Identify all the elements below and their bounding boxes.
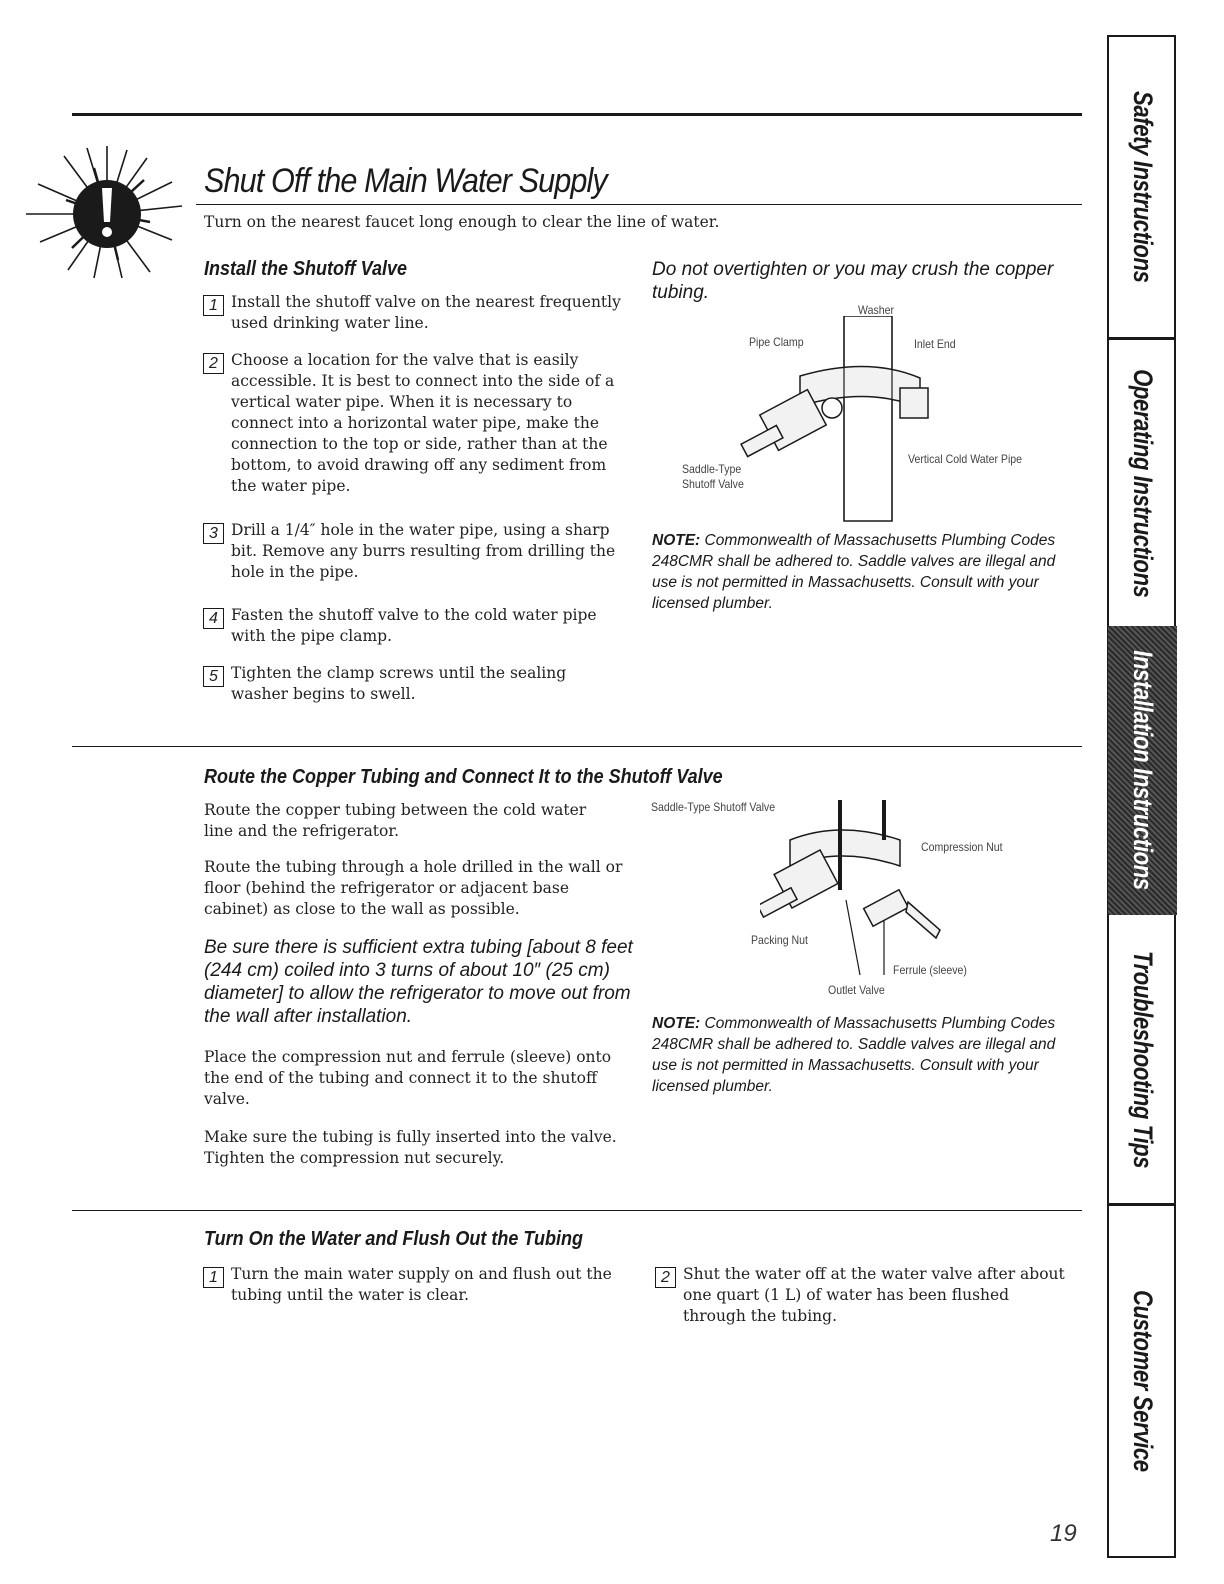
- install-step: [203, 520, 633, 583]
- tab-troubleshooting-tips[interactable]: [1108, 915, 1177, 1203]
- section-rule: [72, 746, 1082, 747]
- route-heading: Route the Copper Tubing and Connect It to the Shutoff Valve: [204, 766, 723, 788]
- route-paragraph: Route the copper tubing between the cold water line and the refrigerator.: [204, 801, 587, 840]
- outlet-valve-label: Outlet Valve: [828, 983, 885, 997]
- route-paragraph: Make sure the tubing is fully inserted into the valve. Tighten the compression nut securely.: [204, 1128, 617, 1167]
- note-label: NOTE:: [652, 532, 701, 549]
- install-step: [203, 605, 623, 647]
- compression-nut-label: Compression Nut: [921, 840, 1003, 854]
- flush-step: [655, 1264, 1070, 1327]
- step-number: 1: [203, 1267, 224, 1288]
- step-text: Drill a 1/4″ hole in the water pipe, using a sharp bit. Remove any burrs resulting from drilling the hole in the pipe.: [231, 521, 616, 581]
- flush-step: [203, 1264, 633, 1306]
- saddle-shutoff-valve-label: Saddle-Type Shutoff Valve: [651, 800, 776, 814]
- intro-text: Turn on the nearest faucet long enough to clear the line of water.: [204, 213, 720, 231]
- step-text: Shut the water off at the water valve after about one quart (1 L) of water has been flushed through the tubing.: [683, 1265, 1065, 1325]
- tab-label: Troubleshooting Tips: [1128, 950, 1158, 1168]
- title-rule: [196, 204, 1082, 205]
- page-number: 19: [1050, 1520, 1077, 1547]
- step-number: 1: [203, 295, 224, 316]
- overtighten-warning: Do not overtighten or you may crush the copper tubing.: [652, 259, 1054, 303]
- pipe-clamp-label: Pipe Clamp: [749, 335, 804, 349]
- ferrule-label: Ferrule (sleeve): [893, 963, 967, 977]
- note-text: Commonwealth of Massachusetts Plumbing Codes 248CMR shall be adhered to. Saddle valves are illegal and use is not permitted in Massachusetts. Consult with your licensed plumber.: [652, 532, 1056, 612]
- extra-tubing-warning: Be sure there is sufficient extra tubing [about 8 feet (244 cm) coiled into 3 turns of about 10″ (25 cm) diameter] to allow the refrigerator to move out from the wall after installation.: [204, 937, 633, 1027]
- packing-nut-label: Packing Nut: [751, 933, 808, 947]
- step-number: 3: [203, 523, 224, 544]
- page-title: Shut Off the Main Water Supply: [204, 162, 607, 200]
- note-massachusetts: [652, 1013, 1082, 1097]
- step-text: Install the shutoff valve on the nearest frequently used drinking water line.: [231, 293, 621, 332]
- saddle-valve-label-2: Shutoff Valve: [682, 477, 744, 491]
- tab-label: Installation Instructions: [1128, 650, 1158, 891]
- step-text: Choose a location for the valve that is easily accessible. It is best to connect into the side of a vertical water pipe. When it is necessary to connect into a horizontal water pipe, make the connection to the top or side, rather than at the bottom, to avoid drawing off any sediment from the water pipe.: [231, 351, 615, 495]
- step-text: Tighten the clamp screws until the sealing washer begins to swell.: [231, 664, 567, 703]
- step-number: 2: [655, 1267, 676, 1288]
- washer-label: Washer: [858, 303, 894, 317]
- tab-safety-instructions[interactable]: [1108, 37, 1177, 337]
- caution-starburst-icon: [22, 144, 192, 284]
- note-massachusetts: [652, 530, 1082, 614]
- tab-customer-service[interactable]: [1108, 1206, 1177, 1556]
- install-heading: Install the Shutoff Valve: [204, 258, 408, 280]
- vertical-pipe-label: Vertical Cold Water Pipe: [908, 452, 1023, 466]
- top-rule: [72, 113, 1082, 116]
- tab-label: Operating Instructions: [1128, 368, 1158, 598]
- section-rule: [72, 1210, 1082, 1211]
- inlet-end-label: Inlet End: [914, 337, 956, 351]
- install-step: [203, 292, 628, 334]
- step-number: 5: [203, 666, 224, 687]
- flush-heading: Turn On the Water and Flush Out the Tubing: [204, 1228, 583, 1250]
- tab-label: Customer Service: [1128, 1290, 1158, 1472]
- route-paragraph: Route the tubing through a hole drilled in the wall or floor (behind the refrigerator or adjacent base cabinet) as close to the wall as possible.: [204, 858, 623, 918]
- step-text: Turn the main water supply on and flush out the tubing until the water is clear.: [231, 1265, 612, 1304]
- note-label: NOTE:: [652, 1015, 701, 1032]
- install-step: [203, 663, 623, 705]
- step-number: 4: [203, 608, 224, 629]
- note-text: Commonwealth of Massachusetts Plumbing Codes 248CMR shall be adhered to. Saddle valves are illegal and use is not permitted in Massachusetts. Consult with your licensed plumber.: [652, 1015, 1056, 1095]
- install-step: [203, 350, 633, 497]
- tab-operating-instructions[interactable]: [1108, 340, 1177, 626]
- tab-installation-instructions[interactable]: [1108, 626, 1177, 915]
- saddle-valve-label: Saddle-Type: [682, 462, 742, 476]
- route-paragraph: Place the compression nut and ferrule (sleeve) onto the end of the tubing and connect it to the shutoff valve.: [204, 1048, 612, 1108]
- tab-label: Safety Instructions: [1128, 91, 1158, 283]
- step-text: Fasten the shutoff valve to the cold water pipe with the pipe clamp.: [231, 606, 597, 645]
- compression-fitting-diagram: [760, 800, 980, 990]
- step-number: 2: [203, 353, 224, 374]
